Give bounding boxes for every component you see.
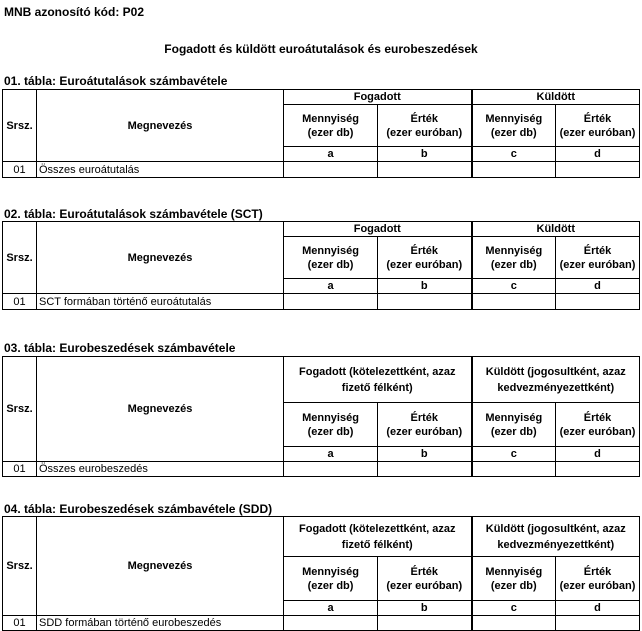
quantity-header: Mennyiség (ezer db) (284, 403, 378, 447)
quantity-header: Mennyiség (ezer db) (472, 105, 556, 147)
table-03-title: 03. tábla: Eurobeszedések számbavétele (4, 341, 236, 355)
table-01 (2, 89, 640, 178)
column-letter: d (556, 601, 640, 616)
row-label: Összes eurobeszedés (37, 462, 284, 477)
column-letter: a (284, 601, 378, 616)
srsz-header: Srsz. (3, 222, 37, 294)
column-letter: c (472, 447, 556, 462)
srsz-header: Srsz. (3, 517, 37, 616)
data-cell[interactable] (556, 162, 640, 178)
table-04 (2, 516, 640, 631)
column-letter: c (472, 279, 556, 294)
value-header: Érték (ezer euróban) (378, 557, 472, 601)
megnevezes-header: Megnevezés (37, 517, 284, 616)
value-header: Érték (ezer euróban) (378, 403, 472, 447)
received-group-header: Fogadott (kötelezettként, azaz fizető félként) (284, 517, 472, 557)
column-letter: b (378, 447, 472, 462)
data-cell[interactable] (284, 162, 378, 178)
row-label: Összes euroátutalás (37, 162, 284, 178)
data-cell[interactable] (284, 462, 378, 477)
data-cell[interactable] (556, 462, 640, 477)
data-cell[interactable] (556, 616, 640, 631)
quantity-header: Mennyiség (ezer db) (284, 237, 378, 279)
table-03 (2, 356, 640, 477)
value-header: Érték (ezer euróban) (556, 403, 640, 447)
data-cell[interactable] (378, 462, 472, 477)
row-label: SCT formában történő euroátutalás (37, 294, 284, 310)
column-letter: c (472, 147, 556, 162)
quantity-header: Mennyiség (ezer db) (284, 105, 378, 147)
table-02 (2, 221, 640, 310)
megnevezes-header: Megnevezés (37, 357, 284, 462)
column-letter: d (556, 279, 640, 294)
data-cell[interactable] (472, 162, 556, 178)
table-04-title: 04. tábla: Eurobeszedések számbavétele (SDD) (4, 502, 273, 516)
sent-group-header: Küldött (jogosultként, azaz kedvezményezettként) (472, 517, 640, 557)
sent-group-header: Küldött (472, 222, 640, 237)
value-header: Érték (ezer euróban) (378, 105, 472, 147)
document-title: Fogadott és küldött euroátutalások és eurobeszedések (164, 42, 478, 56)
srsz-header: Srsz. (3, 357, 37, 462)
received-group-header: Fogadott (kötelezettként, azaz fizető félként) (284, 357, 472, 403)
data-cell[interactable] (472, 294, 556, 310)
table-01-title: 01. tábla: Euroátutalások számbavétele (4, 74, 228, 88)
column-letter: d (556, 147, 640, 162)
value-header: Érték (ezer euróban) (378, 237, 472, 279)
row-label: SDD formában történő eurobeszedés (37, 616, 284, 631)
column-letter: d (556, 447, 640, 462)
column-letter: b (378, 279, 472, 294)
column-letter: b (378, 601, 472, 616)
sent-group-header: Küldött (472, 90, 640, 105)
megnevezes-header: Megnevezés (37, 222, 284, 294)
sent-group-header: Küldött (jogosultként, azaz kedvezményezettként) (472, 357, 640, 403)
row-number: 01 (3, 162, 37, 178)
data-cell[interactable] (378, 162, 472, 178)
column-letter: a (284, 147, 378, 162)
mnb-code-label: MNB azonosító kód: P02 (4, 5, 145, 19)
data-cell[interactable] (378, 294, 472, 310)
row-number: 01 (3, 616, 37, 631)
column-letter: c (472, 601, 556, 616)
data-cell[interactable] (472, 616, 556, 631)
column-letter: a (284, 279, 378, 294)
received-group-header: Fogadott (284, 222, 472, 237)
value-header: Érték (ezer euróban) (556, 557, 640, 601)
received-group-header: Fogadott (284, 90, 472, 105)
row-number: 01 (3, 462, 37, 477)
row-number: 01 (3, 294, 37, 310)
value-header: Érték (ezer euróban) (556, 237, 640, 279)
data-cell[interactable] (472, 462, 556, 477)
data-cell[interactable] (378, 616, 472, 631)
srsz-header: Srsz. (3, 90, 37, 162)
data-cell[interactable] (284, 616, 378, 631)
table-02-title: 02. tábla: Euroátutalások számbavétele (SCT) (4, 207, 263, 221)
quantity-header: Mennyiség (ezer db) (472, 557, 556, 601)
megnevezes-header: Megnevezés (37, 90, 284, 162)
data-cell[interactable] (556, 294, 640, 310)
data-cell[interactable] (284, 294, 378, 310)
column-letter: a (284, 447, 378, 462)
quantity-header: Mennyiség (ezer db) (472, 237, 556, 279)
value-header: Érték (ezer euróban) (556, 105, 640, 147)
quantity-header: Mennyiség (ezer db) (284, 557, 378, 601)
quantity-header: Mennyiség (ezer db) (472, 403, 556, 447)
column-letter: b (378, 147, 472, 162)
